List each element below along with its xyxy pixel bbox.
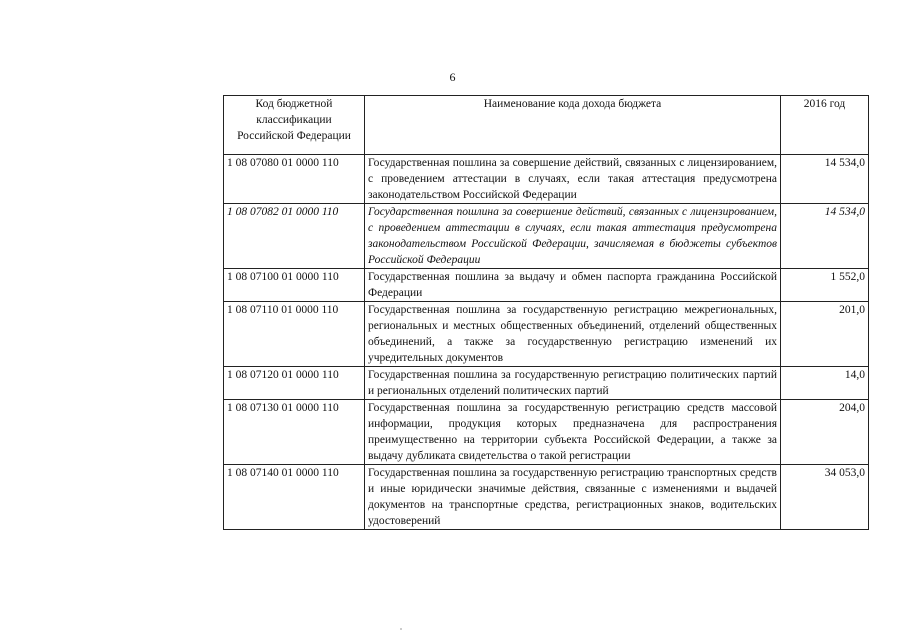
page-number: 6	[449, 70, 456, 84]
row-amount: 201,0	[781, 302, 869, 367]
row-name: Государственная пошлина за государственную регистрацию межрегиональных, региональных и местных общественных объединений, отделений общественных объединений, а также за государственную регистрацию изменений их учредительных документов	[365, 302, 781, 367]
row-name: Государственная пошлина за выдачу и обмен паспорта гражданина Российской Федерации	[365, 269, 781, 302]
row-name: Государственная пошлина за государственную регистрацию средств массовой информации, продукция которых предназначена для распространения преимущественно на территории субъекта Российской Федерации, а также за выдачу дубликата свидетельства о такой регистрации	[365, 400, 781, 465]
table-row	[224, 400, 869, 465]
table-row	[224, 302, 869, 367]
row-code: 1 08 07120 01 0000 110	[224, 367, 365, 400]
row-code: 1 08 07080 01 0000 110	[224, 155, 365, 204]
row-amount: 14 534,0	[781, 204, 869, 269]
table-body	[224, 155, 869, 530]
budget-revenue-table	[223, 95, 869, 530]
row-name: Государственная пошлина за совершение действий, связанных с лицензированием, с проведением аттестации в случаях, если такая аттестация предусмотрена законодательством Российской Федерации, зачисляемая в бюджеты субъектов Российской Федерации	[365, 204, 781, 269]
row-name: Государственная пошлина за государственную регистрацию транспортных средств и иные юридически значимые действия, связанные с изменениями и выдачей документов на транспортные средства, регистрационных знаков, водительских удостоверений	[365, 465, 781, 530]
row-amount: 14 534,0	[781, 155, 869, 204]
row-amount: 204,0	[781, 400, 869, 465]
row-code: 1 08 07140 01 0000 110	[224, 465, 365, 530]
table-row	[224, 367, 869, 400]
row-code: 1 08 07110 01 0000 110	[224, 302, 365, 367]
row-name: Государственная пошлина за государственную регистрацию политических партий и региональных отделений политических партий	[365, 367, 781, 400]
table-row	[224, 204, 869, 269]
row-amount: 34 053,0	[781, 465, 869, 530]
scan-artifact	[400, 628, 402, 630]
row-code: 1 08 07082 01 0000 110	[224, 204, 365, 269]
header-code: Код бюджетной классификации Российской Федерации	[224, 96, 365, 155]
row-code: 1 08 07100 01 0000 110	[224, 269, 365, 302]
header-year: 2016 год	[781, 96, 869, 155]
table-row	[224, 155, 869, 204]
row-name: Государственная пошлина за совершение действий, связанных с лицензированием, с проведением аттестации в случаях, если такая аттестация предусмотрена законодательством Российской Федерации	[365, 155, 781, 204]
row-amount: 14,0	[781, 367, 869, 400]
table-header-row	[224, 96, 869, 155]
table-row	[224, 269, 869, 302]
table-row	[224, 465, 869, 530]
row-amount: 1 552,0	[781, 269, 869, 302]
row-code: 1 08 07130 01 0000 110	[224, 400, 365, 465]
header-name: Наименование кода дохода бюджета	[365, 96, 781, 155]
